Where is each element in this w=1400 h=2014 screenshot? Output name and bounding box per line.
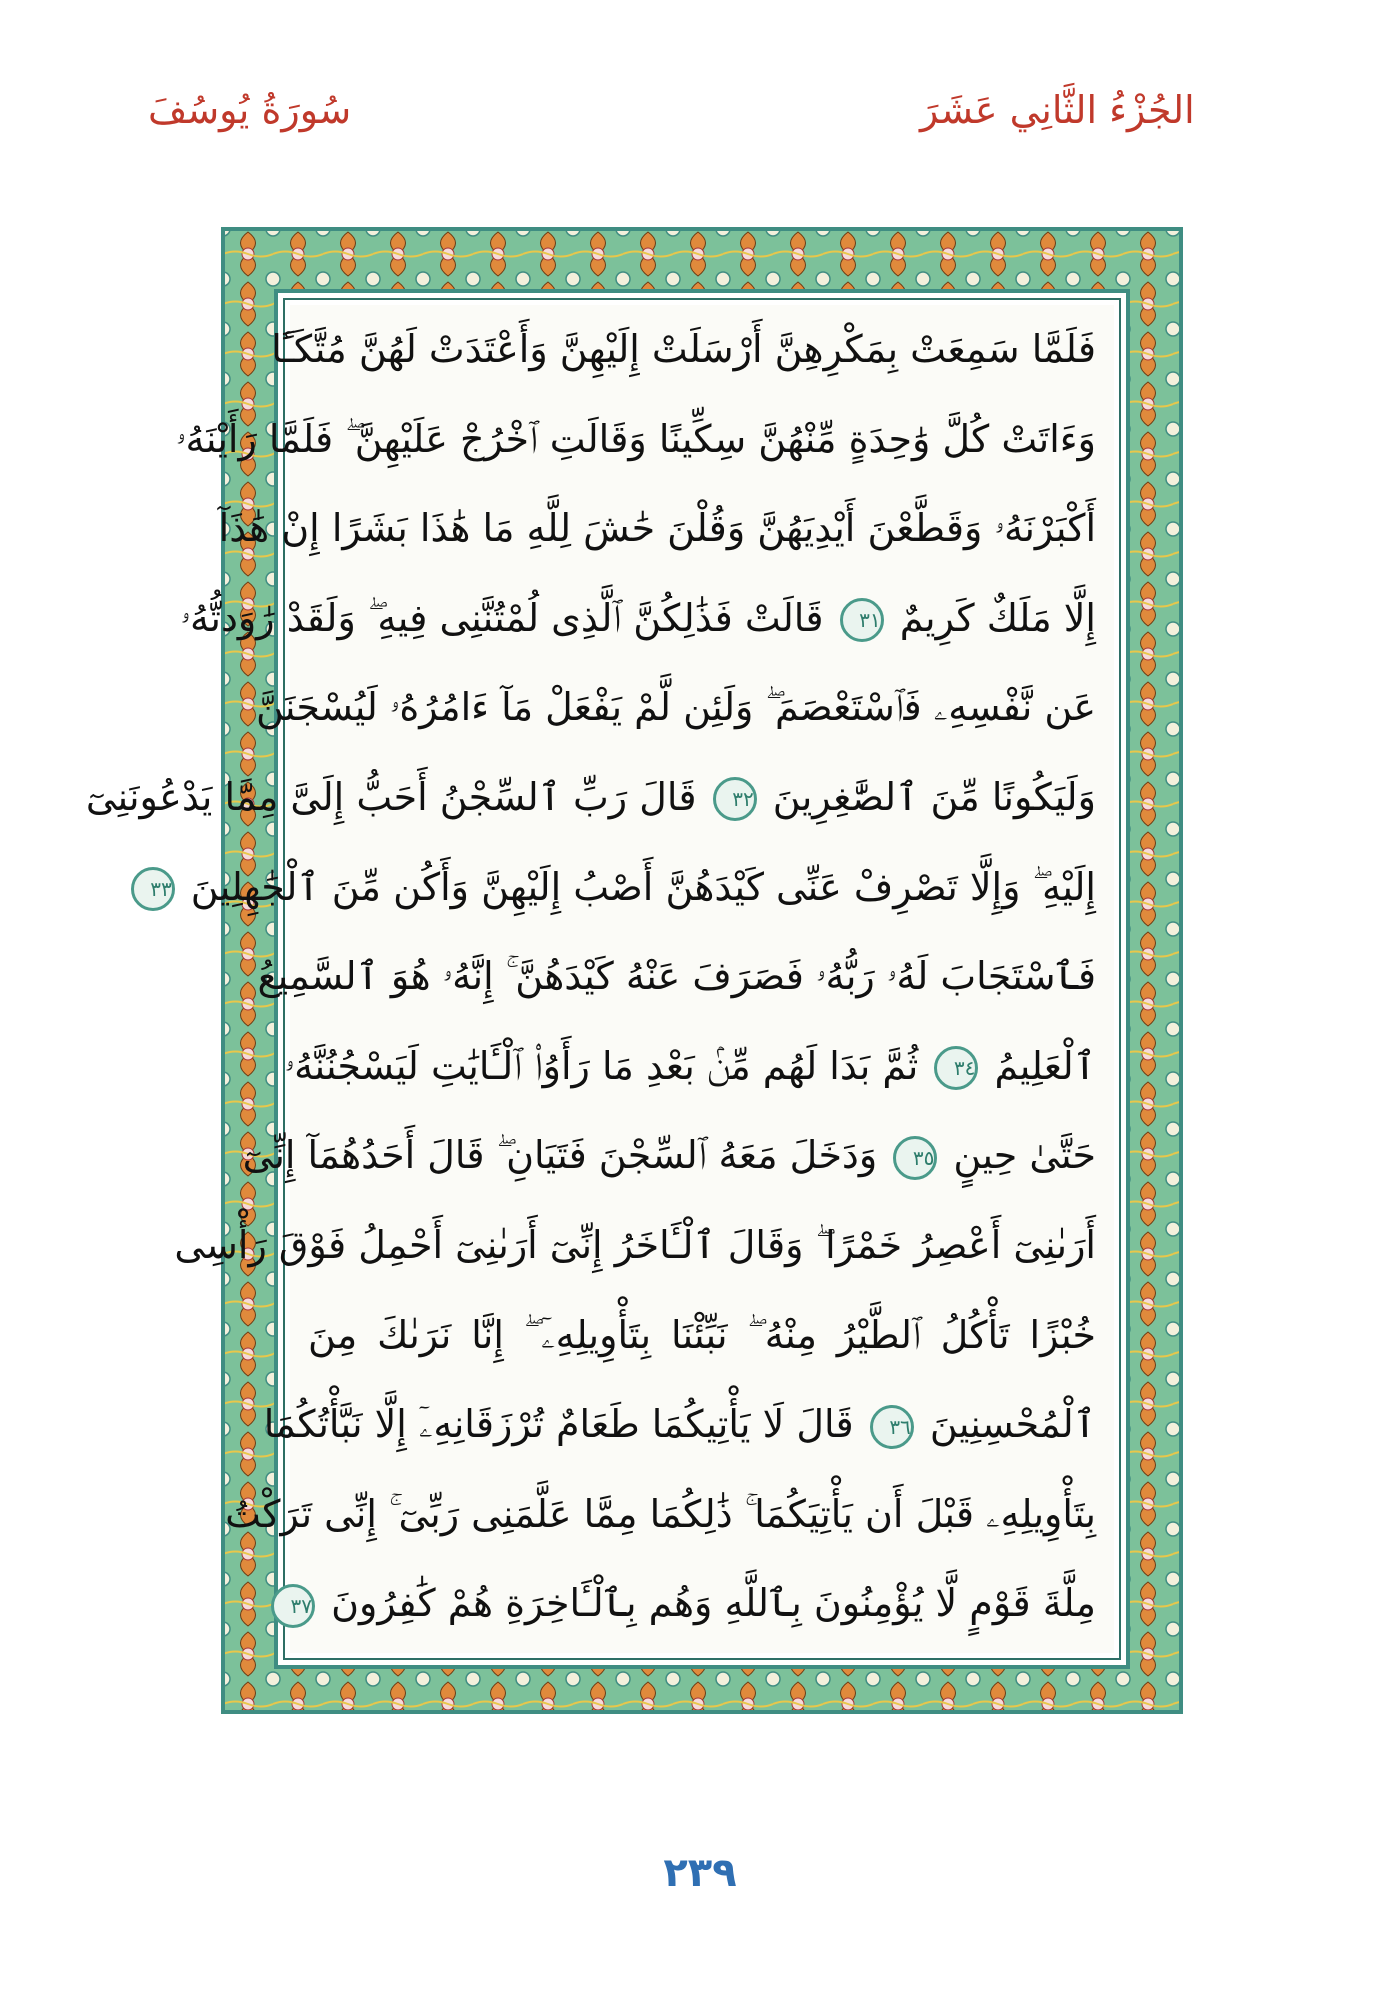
verse-text: ثُمَّ بَدَا لَهُم مِّنۢ بَعْدِ مَا رَأَوُا۟ ٱلْـَٔايَٰتِ لَيَسْجُنُنَّهُۥ xyxy=(284,1043,919,1088)
ayah-number-marker: ٣٥ xyxy=(893,1136,937,1180)
verse-text: وَلَيَكُونًا مِّنَ ٱلصَّٰغِرِينَ xyxy=(772,774,1096,819)
verse-text: حَتَّىٰ حِينٍ xyxy=(953,1133,1096,1178)
verse-text: إِلَيْهِ ۖ وَإِلَّا تَصْرِفْ عَنِّى كَيْدَهُنَّ أَصْبُ إِلَيْهِنَّ وَأَكُن مِّنَ ٱلْجَٰهِلِينَ xyxy=(190,864,1096,909)
text-line xyxy=(85,753,1096,843)
text-line xyxy=(176,395,1096,485)
verse-text: إِلَّا مَلَكٌ كَرِيمٌ xyxy=(899,595,1096,640)
verse-text: وَءَاتَتْ كُلَّ وَٰحِدَةٍ مِّنْهُنَّ سِكِّينًا وَقَالَتِ ٱخْرُجْ عَلَيْهِنَّ ۖ فَلَمَّا رَأَيْنَهُۥ xyxy=(176,416,1096,461)
verse-text: مِلَّةَ قَوْمٍ لَّا يُؤْمِنُونَ بِٱللَّهِ وَهُم بِٱلْـَٔاخِرَةِ هُمْ كَٰفِرُونَ xyxy=(331,1581,1096,1626)
ayah-number-marker: ٣٤ xyxy=(934,1046,978,1090)
text-line xyxy=(218,484,1096,574)
text-line xyxy=(174,1201,1096,1291)
text-line xyxy=(271,305,1096,395)
text-line xyxy=(284,1022,1096,1112)
verse-text: أَكْبَرْنَهُۥ وَقَطَّعْنَ أَيْدِيَهُنَّ وَقُلْنَ حَٰشَ لِلَّهِ مَا هَٰذَا بَشَرًا إِنْ هَٰذَآ xyxy=(218,506,1096,551)
verse-text: فَلَمَّا سَمِعَتْ بِمَكْرِهِنَّ أَرْسَلَتْ إِلَيْهِنَّ وَأَعْتَدَتْ لَهُنَّ مُتَّكَـًٔا xyxy=(271,327,1096,371)
verse-text: قَالَتْ فَذَٰلِكُنَّ ٱلَّذِى لُمْتُنَّنِى فِيهِ ۖ وَلَقَدْ رَٰوَدتُّهُۥ xyxy=(180,595,824,640)
text-line xyxy=(263,1380,1096,1470)
ayah-number-marker: ٣٧ xyxy=(271,1584,315,1628)
verse-text: ٱلْمُحْسِنِينَ xyxy=(929,1402,1096,1447)
text-line xyxy=(255,663,1096,753)
verse-text: بِتَأْوِيلِهِۦ قَبْلَ أَن يَأْتِيَكُمَا ۚ ذَٰلِكُمَا مِمَّا عَلَّمَنِى رَبِّىٓ ۚ إِنِّى تَرَكْتُ xyxy=(225,1491,1096,1536)
surah-label: سُورَةُ يُوسُفَ xyxy=(148,88,352,132)
text-line xyxy=(225,1470,1096,1560)
text-line xyxy=(242,1111,1096,1201)
verse-text: عَن نَّفْسِهِۦ فَٱسْتَعْصَمَ ۖ وَلَئِن لَّمْ يَفْعَلْ مَآ ءَامُرُهُۥ لَيُسْجَنَنَّ xyxy=(255,685,1096,730)
juz-label: الجُزْءُ الثَّانِي عَشَرَ xyxy=(920,88,1195,132)
text-line xyxy=(308,1291,1096,1381)
text-line xyxy=(257,932,1096,1022)
quran-text xyxy=(85,305,1096,1649)
text-line xyxy=(150,843,1096,933)
verse-text: ٱلْعَلِيمُ xyxy=(994,1043,1096,1088)
text-line xyxy=(180,574,1096,664)
text-panel xyxy=(85,305,1114,1653)
verse-text: قَالَ رَبِّ ٱلسِّجْنُ أَحَبُّ إِلَىَّ مِمَّا يَدْعُونَنِىٓ xyxy=(85,774,697,819)
ayah-number-marker: ٣٣ xyxy=(131,867,175,911)
verse-text: قَالَ لَا يَأْتِيكُمَا طَعَامٌ تُرْزَقَانِهِۦٓ إِلَّا نَبَّأْتُكُمَا xyxy=(263,1402,854,1447)
text-line xyxy=(290,1559,1096,1649)
verse-text: أَرَىٰنِىٓ أَعْصِرُ خَمْرًا ۖ وَقَالَ ٱلْـَٔاخَرُ إِنِّىٓ أَرَىٰنِىٓ أَحْمِلُ فَوْقَ رَأْسِى xyxy=(174,1222,1096,1267)
ayah-number-marker: ٣١ xyxy=(840,598,884,642)
ayah-number-marker: ٣٢ xyxy=(713,777,757,821)
verse-text: خُبْزًا تَأْكُلُ ٱلطَّيْرُ مِنْهُ ۖ نَبِّئْنَا بِتَأْوِيلِهِۦٓ ۖ إِنَّا نَرَىٰكَ مِنَ xyxy=(308,1312,1096,1357)
verse-text: وَدَخَلَ مَعَهُ ٱلسِّجْنَ فَتَيَانِ ۖ قَالَ أَحَدُهُمَآ إِنِّىٓ xyxy=(242,1133,878,1178)
ayah-number-marker: ٣٦ xyxy=(870,1405,914,1449)
verse-text: فَٱسْتَجَابَ لَهُۥ رَبُّهُۥ فَصَرَفَ عَنْهُ كَيْدَهُنَّ ۚ إِنَّهُۥ هُوَ ٱلسَّمِيعُ xyxy=(257,954,1096,999)
page-number: ٢٣٩ xyxy=(663,1850,737,1896)
